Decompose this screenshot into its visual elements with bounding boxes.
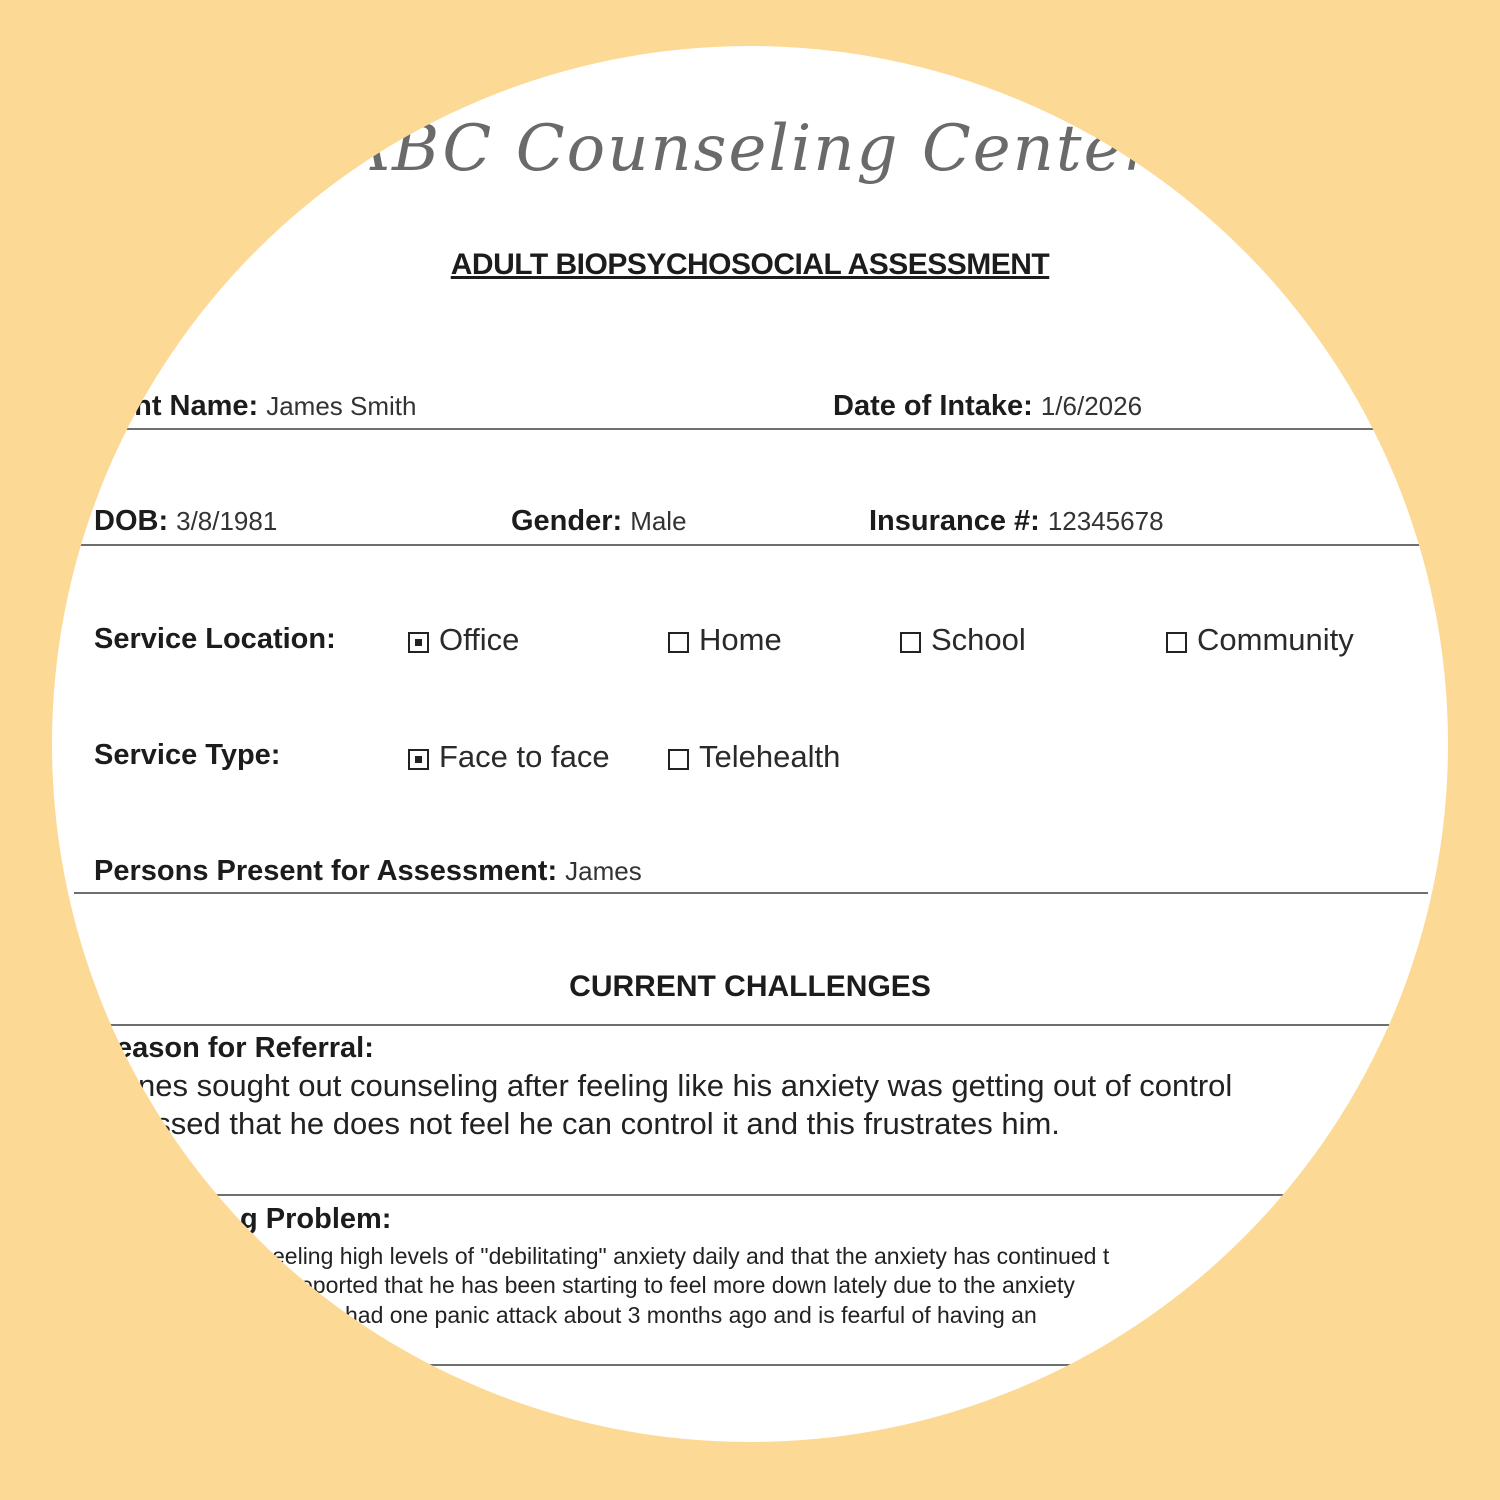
- dob-value: 3/8/1981: [176, 506, 278, 536]
- checkbox-unchecked-icon: [900, 632, 921, 653]
- divider: [110, 428, 1380, 430]
- gender-field: [511, 505, 687, 538]
- divider: [80, 544, 1420, 546]
- checkbox-label: Face to face: [439, 739, 610, 774]
- assessment-form: [52, 46, 1448, 1442]
- dob-label: DOB:: [94, 505, 169, 537]
- checkbox-face-to-face[interactable]: [408, 739, 610, 775]
- checkbox-label: Telehealth: [699, 739, 841, 774]
- document-viewport-circle: [52, 46, 1448, 1442]
- checkbox-label: Community: [1197, 622, 1354, 657]
- persons-present-label: Persons Present for Assessment:: [94, 855, 558, 887]
- section-heading: CURRENT CHALLENGES: [569, 970, 931, 1003]
- checkbox-office[interactable]: [408, 622, 519, 658]
- client-name-label: ent Name:: [118, 390, 259, 422]
- checkbox-checked-icon: [408, 632, 429, 653]
- dob-field: [94, 505, 277, 538]
- gender-label: Gender:: [511, 505, 623, 537]
- checkbox-label: Office: [439, 622, 520, 657]
- checkbox-school[interactable]: [900, 622, 1026, 658]
- client-name-field: [118, 390, 416, 423]
- insurance-value: 12345678: [1047, 506, 1164, 536]
- persons-present-value: James: [565, 856, 642, 886]
- checkbox-unchecked-icon: [1166, 632, 1187, 653]
- divider: [380, 1364, 1140, 1366]
- referral-line: essed that he does not feel he can control it and this frustrates him.: [138, 1106, 1060, 1141]
- gender-value: Male: [630, 506, 687, 536]
- service-type-label: Service Type:: [94, 739, 281, 771]
- intake-date-field: [833, 390, 1142, 423]
- intake-date-label: Date of Intake:: [833, 390, 1033, 422]
- divider: [160, 1194, 1340, 1196]
- divider: [74, 892, 1428, 894]
- form-title: ADULT BIOPSYCHOSOCIAL ASSESSMENT: [450, 248, 1050, 281]
- persons-present-field: [94, 855, 642, 888]
- divider: [90, 1024, 1390, 1026]
- referral-line: nes sought out counseling after feeling like his anxiety was getting out of control: [138, 1068, 1233, 1103]
- checkbox-community[interactable]: [1166, 622, 1354, 658]
- service-location-label: Service Location:: [94, 623, 336, 655]
- referral-label: eason for Referral:: [116, 1032, 374, 1064]
- checkbox-home[interactable]: [668, 622, 782, 658]
- presenting-problem-label: g Problem:: [240, 1203, 392, 1235]
- checkbox-checked-icon: [408, 749, 429, 770]
- brand-logo-text: ABC Counseling Center: [343, 112, 1157, 186]
- checkbox-label: School: [931, 622, 1026, 657]
- checkbox-label: Home: [699, 622, 782, 657]
- checkbox-unchecked-icon: [668, 632, 689, 653]
- problem-line: eported that he has been starting to feel more down lately due to the anxiety: [300, 1272, 1075, 1298]
- problem-line: had one panic attack about 3 months ago and is fearful of having an: [345, 1302, 1037, 1328]
- intake-date-value: 1/6/2026: [1040, 391, 1143, 421]
- insurance-field: [869, 505, 1164, 538]
- checkbox-unchecked-icon: [668, 749, 689, 770]
- checkbox-telehealth[interactable]: [668, 739, 840, 775]
- problem-line: eeling high levels of "debilitating" anxiety daily and that the anxiety has continued t: [272, 1243, 1110, 1269]
- insurance-label: Insurance #:: [869, 505, 1040, 537]
- client-name-value: James Smith: [266, 391, 417, 421]
